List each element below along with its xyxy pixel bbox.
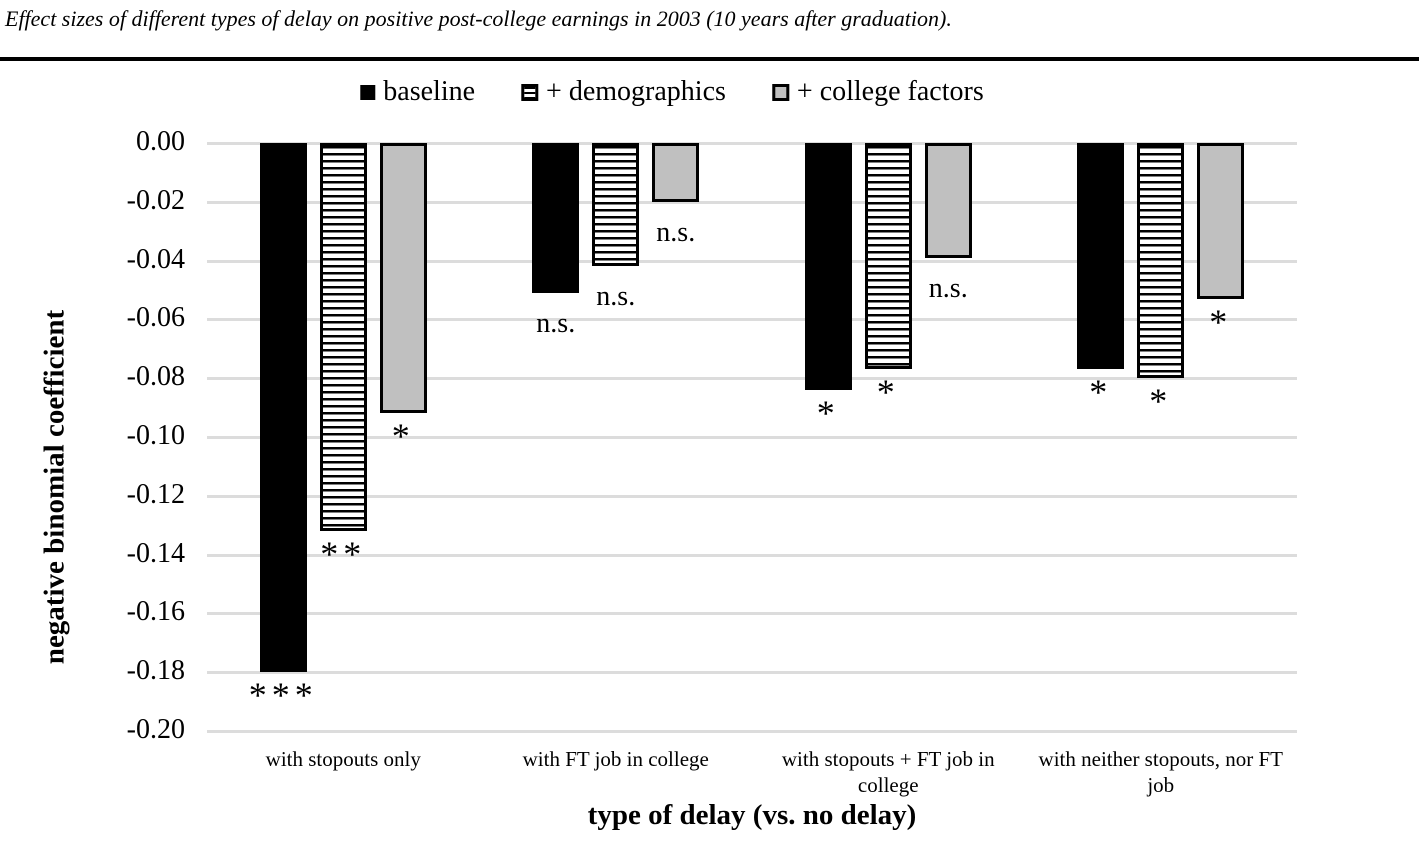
x-axis-title: type of delay (vs. no delay) (587, 799, 917, 831)
bar-college-factors (652, 143, 699, 202)
legend-swatch-solid-gray-icon (772, 84, 789, 101)
gridline (207, 142, 1297, 145)
significance-label: * (816, 392, 840, 433)
significance-label: ** (320, 534, 367, 575)
gridline (207, 201, 1297, 204)
divider-rule (0, 57, 1419, 61)
x-category-label: with stopouts + FT job in college (781, 747, 995, 798)
significance-label: * (876, 372, 900, 413)
bar-college-factors (380, 143, 427, 413)
legend-label: + college factors (796, 76, 984, 107)
gridline (207, 554, 1297, 557)
bar-baseline (260, 143, 307, 672)
gridline (207, 495, 1297, 498)
y-tick-label: -0.12 (126, 478, 185, 510)
legend-swatch-horizontal-stripes-icon (521, 84, 538, 101)
x-category-label: with FT job in college (522, 747, 709, 771)
plot-area (207, 143, 1297, 731)
y-tick-label: 0.00 (136, 126, 185, 157)
significance-label: n.s. (536, 307, 576, 339)
bar-demographics (865, 143, 912, 369)
legend-label: + demographics (546, 76, 726, 107)
legend (360, 76, 983, 108)
gridline (207, 377, 1297, 380)
bar-demographics (1137, 143, 1184, 378)
gridline (207, 260, 1297, 263)
legend-item-1 (360, 76, 475, 108)
legend-swatch-solid-black-icon (360, 85, 375, 100)
figure-caption: Effect sizes of different types of delay on positive post-college earnings in 2003 (10 years after graduation). (5, 6, 952, 31)
y-tick-label: -0.04 (126, 243, 185, 275)
y-tick-label: -0.14 (126, 537, 185, 569)
significance-label: *** (248, 675, 318, 716)
y-tick-label: -0.16 (126, 596, 185, 628)
y-tick-label: -0.20 (126, 714, 185, 745)
significance-label: * (1209, 301, 1233, 342)
gridline (207, 612, 1297, 615)
legend-item-2 (521, 76, 726, 108)
x-category-label: with stopouts only (265, 747, 421, 771)
y-tick-label: -0.02 (126, 184, 185, 216)
x-category-label: with neither stopouts, nor FT job (1038, 747, 1283, 798)
bar-baseline (805, 143, 852, 390)
gridline (207, 436, 1297, 439)
y-axis-title: negative binomial coefficient (38, 309, 71, 665)
y-tick-label: -0.10 (126, 420, 185, 451)
bar-demographics (320, 143, 367, 531)
significance-label: * (1149, 381, 1173, 422)
bar-baseline (532, 143, 579, 293)
gridline (207, 671, 1297, 674)
y-tick-label: -0.06 (126, 302, 185, 334)
significance-label: n.s. (656, 216, 696, 248)
gridline (207, 318, 1297, 321)
bar-baseline (1077, 143, 1124, 369)
legend-label: baseline (383, 76, 476, 107)
bar-college-factors (925, 143, 972, 258)
y-tick-label: -0.08 (126, 361, 185, 393)
bar-college-factors (1197, 143, 1244, 299)
significance-label: * (1089, 372, 1113, 413)
significance-label: n.s. (928, 272, 968, 304)
significance-label: * (391, 416, 415, 457)
bar-demographics (592, 143, 639, 266)
y-tick-label: -0.18 (126, 655, 185, 687)
significance-label: n.s. (596, 281, 636, 313)
gridline (207, 730, 1297, 733)
legend-item-3 (772, 76, 984, 108)
